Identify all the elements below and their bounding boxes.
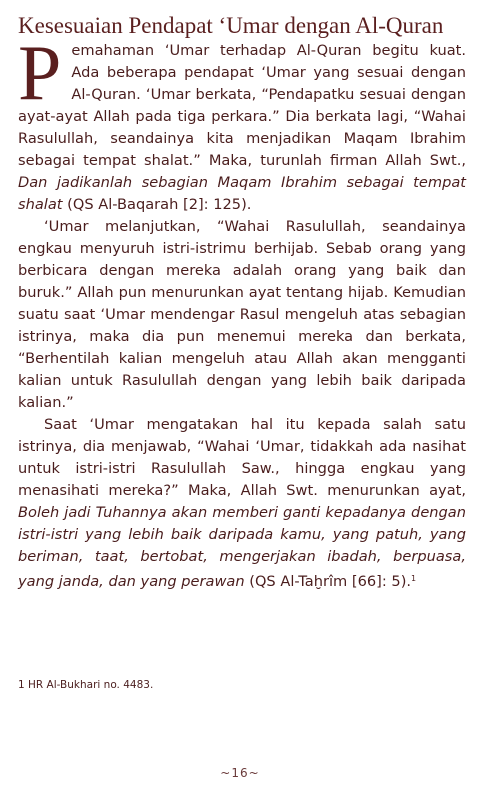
page-number: ~16~ bbox=[220, 766, 260, 780]
body-text bbox=[18, 29, 466, 593]
footnote: 1 HR Al-Bukhari no. 4483. bbox=[18, 679, 154, 691]
paragraph-3 bbox=[18, 414, 466, 593]
quran-quote-2: Boleh jadi Tuhannya akan memberi ganti kepadanya dengan istri-istri yang lebih baik daripada kamu, yang patuh, yang beriman, taat, bertobat, mengerjakan ibadah, berpuasa, yang janda, dan yang perawan bbox=[18, 504, 466, 590]
quran-ref-2: (QS Al-Taḫrîm [66]: 5). bbox=[244, 573, 412, 590]
paragraph-3-text: Saat ‘Umar mengatakan hal itu kepada salah satu istrinya, dia menjawab, “Wahai ‘Umar, tidakkah ada nasihat untuk istri-istri Rasulullah Saw., hingga engkau yang menasihati mereka?” Maka, Allah Swt. menurunkan ayat, bbox=[18, 416, 466, 499]
page-title: Kesesuaian Pendapat ‘Umar dengan Al-Quran bbox=[18, 13, 444, 38]
drop-cap: P bbox=[18, 29, 62, 116]
paragraph-1-text: emahaman ‘Umar terhadap Al-Quran begitu kuat. Ada beberapa pendapat ‘Umar yang sesuai dengan Al-Quran. ‘Umar berkata, “Pendapatku sesuai dengan ayat-ayat Allah pada tiga perkara.” Dia berkata lagi, “Wahai Rasulullah, seandainya kita menjadikan Maqam Ibrahim sebagai tempat shalat.” Maka, turunlah firman Allah Swt., bbox=[18, 42, 466, 169]
paragraph-2: ‘Umar melanjutkan, “Wahai Rasulullah, seandainya engkau menyuruh istri-istrimu berhijab. Sebab orang yang berbicara dengan mereka adalah orang yang baik dan buruk.” Allah pun menurunkan ayat tentang hijab. Kemudian suatu saat ‘Umar mendengar Rasul mengeluh atas sebagian istrinya, maka dia pun menemui mereka dan berkata, “Berhentilah kalian mengeluh atau Allah akan mengganti kalian untuk Rasulullah dengan yang lebih baik daripada kalian.” bbox=[18, 218, 466, 411]
footnote-marker: 1 bbox=[411, 574, 417, 583]
paragraph-1 bbox=[18, 29, 466, 216]
quran-ref-1: (QS Al-Baqarah [2]: 125). bbox=[62, 196, 252, 213]
quran-quote-1: Dan jadikanlah sebagian Maqam Ibrahim sebagai tempat shalat bbox=[18, 174, 466, 213]
